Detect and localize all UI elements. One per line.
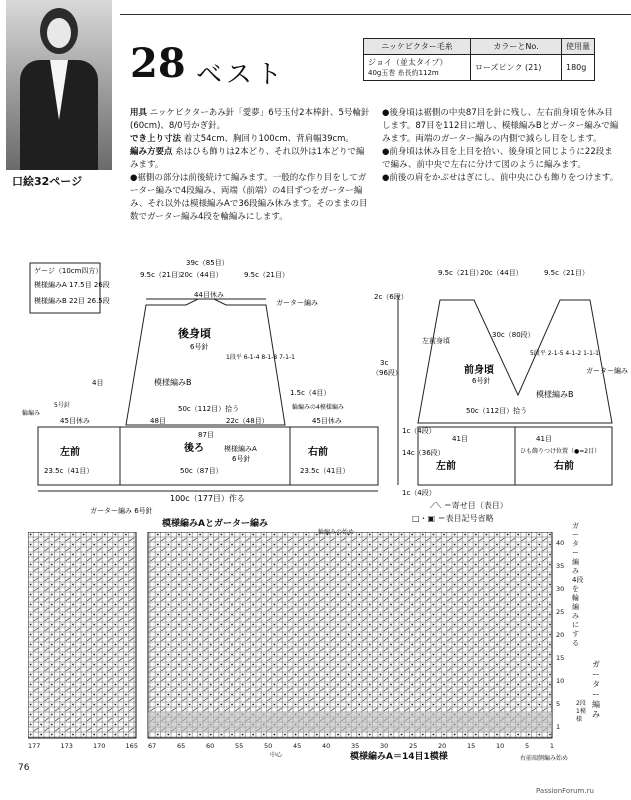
back-garter-label: ガーター編み (276, 299, 318, 307)
color-name: ローズピンク (475, 63, 523, 72)
front-neck-rows: 5段平 2-1-5 4-1-2 1-1-1 (530, 350, 599, 357)
chart-main-columns: 67 65 60 55 50 45 40 35 30 25 20 15 10 5 1 (148, 742, 554, 750)
yarn-table (363, 38, 595, 81)
back-stitch-87: 87目 (198, 431, 214, 439)
back-shoulder-left: 9.5c（21目） (140, 271, 185, 279)
row-num: 40 (556, 539, 565, 547)
chart-title: 模様編みAとガーター編み (162, 519, 268, 529)
tools-text: ニッケビクターあみ針「愛夢」6号玉付2本棒針、5号輪針(60cm)、8/0号かぎ針。 (130, 108, 370, 131)
front-h14: 14c（36段） (402, 449, 445, 457)
row-num: 1 (556, 723, 561, 731)
hem-left-width: 23.5c（41目） (44, 467, 94, 475)
front-neck: 20c（44目） (480, 269, 523, 277)
front-height-top: 2c（6段） (374, 293, 408, 301)
back-top-stitches: 44目休み (194, 291, 224, 299)
hem-back-label: 後ろ (184, 443, 204, 454)
legend-blank: □・▣ ＝表目記号省略 (412, 514, 494, 523)
size-label: でき上り寸法 (130, 134, 182, 144)
chart-row-numbers (556, 532, 564, 739)
chart-repeat-label: 模様編みA＝14目1模様 (350, 752, 448, 762)
color-cell (471, 55, 562, 81)
steps-block (382, 107, 620, 185)
back-top-width: 39c（85目） (186, 259, 229, 267)
chart-start-label: 右前端側編み始め (520, 755, 569, 762)
front-left-label: 左前身頃 (422, 337, 450, 345)
front-h1-top: 1c（4段） (402, 427, 436, 435)
hem-side-45-left: 45目休み (60, 417, 90, 425)
step-2: ●後身頃は裾側の中央87目を針に残し、左右前身頃を休み目します。87目を112目に増し、模様編みBとガーター編みで編みます。両端のガーター編みの内側で減らし目をします。 (382, 108, 619, 144)
row-num: 30 (556, 585, 565, 593)
hem-bottom-label: ガーター編み 6号針 (90, 507, 153, 515)
size-text: 着丈54cm、胸回り100cm、背肩幅39cm。 (183, 134, 354, 144)
front-dim-41-left: 41目 (452, 435, 468, 443)
front-cord: ひも飾りつけ位置（●=2目） (520, 448, 601, 455)
row-num: 20 (556, 631, 565, 639)
chart-garter-label: ガーター編み (592, 660, 600, 719)
yarn-cell (364, 55, 471, 81)
stitch-chart (28, 532, 558, 742)
step-3: ●前身頃は休み目を上目を拾い、後身頃と同じように22段まで編み、前中央で左右に分けて図のように編みます。 (382, 147, 613, 170)
back-left-dim: 48目 (150, 417, 166, 425)
back-shoulder-right: 9.5c（21目） (244, 271, 289, 279)
gauge-title: ゲージ（10cm四方） (34, 267, 103, 275)
back-inc-note: 1段平 6-1-4 8-1-8 7-1-1 (226, 354, 295, 361)
chart-garter-rows: 2段 1模様 (576, 700, 586, 723)
front-hem-right: 右前 (554, 461, 574, 472)
front-pattern-b: 模様編みB (536, 390, 574, 399)
construction-diagram (0, 255, 631, 515)
hem-side-45-right: 45目休み (312, 417, 342, 425)
step-1: ●裾側の部分は前後続けて編みます。一般的な作り目をしてガーター編みで4段編み、両端（前端）の4目ずつをガーター編み、それ以外は模様編みAで36段編み休みます。そのままの目数でガーター編み4段を輪編みにします。 (130, 173, 368, 222)
pattern-title: ベスト (196, 60, 287, 90)
top-rule (120, 14, 631, 15)
front-neck-depth: 30c（80段） (492, 331, 535, 339)
row-num: 35 (556, 562, 565, 570)
pattern-number: 28 (130, 40, 186, 87)
gauge-row-1: 模様編みA 17.5目 26段 (34, 281, 110, 289)
hem-needle: 6号針 (232, 455, 251, 463)
hem-wheel-pattern: 輪編みの4模様編み (292, 404, 344, 411)
points-label: 編み方要点 (130, 147, 173, 157)
legend-k2tog: ⟋⟍ ＝寄せ目（表目） (430, 501, 508, 510)
amount-header: 使用量 (562, 39, 595, 55)
gauge-row-2: 模様編みB 22目 26.5段 (34, 297, 110, 305)
chart-left-block (28, 532, 136, 738)
hem-center-width: 50c（87目） (180, 467, 223, 475)
front-shoulder-right: 9.5c（21目） (544, 269, 589, 277)
hem-total: 100c（177目）作る (170, 494, 245, 503)
legend-k2tog-icon: ⟋⟍ (430, 501, 442, 510)
yarn-spec: 40g玉巻 糸長約112m (368, 69, 439, 77)
hem-needle-5: 5号針 (54, 402, 70, 409)
row-num: 25 (556, 608, 565, 616)
front-hem-left: 左前 (436, 461, 456, 472)
front-name: 前身頃 (464, 365, 494, 376)
chart-center: 中心 (270, 752, 283, 759)
model-photo (6, 0, 112, 170)
points-text: 糸はひも飾りは2本どり、それ以外は1本どりで編みます。 (130, 147, 365, 170)
hem-pattern-a: 模様編みA (224, 445, 257, 453)
front-height-mid-rows: （96段） (372, 369, 402, 377)
tools-label: 用具 (130, 108, 148, 118)
chart-garter-band (148, 712, 552, 732)
row-num: 10 (556, 677, 565, 685)
back-edge: 1.5c（4目） (290, 389, 331, 397)
hem-right-width: 23.5c（41目） (300, 467, 350, 475)
front-mid-width: 50c（112目）拾う (466, 407, 528, 415)
front-garter-label: ガーター編み (586, 367, 628, 375)
row-num: 15 (556, 654, 565, 662)
front-body-outline (418, 300, 612, 423)
yarn-name: ジョイ（並太タイプ） (368, 58, 448, 67)
site-watermark: PassionForum.ru (536, 787, 594, 795)
back-mid-width: 50c（112目）拾う (178, 405, 240, 413)
yarn-header: ニッケビクター毛糸 (364, 39, 471, 55)
front-shoulder-left: 9.5c（21目） (438, 269, 483, 277)
color-no: (21) (525, 63, 542, 72)
back-right-dim: 22c（48目） (226, 417, 269, 425)
chart-left-columns: 177 173 170 165 (28, 742, 138, 750)
back-neck: 20c（44目） (180, 271, 223, 279)
page-number: 76 (18, 763, 30, 773)
back-name: 後身頃 (178, 327, 211, 340)
front-height-mid: 3c (380, 359, 389, 367)
back-pattern-b: 模様編みB (154, 378, 192, 387)
step-4: ●前後の肩をかぶせはぎにし、前中央にひも飾りをつけます。 (382, 173, 619, 183)
legend-blank-icon: □・▣ (412, 514, 436, 523)
chart-main-block (148, 532, 552, 738)
hem-right-label: 右前 (308, 447, 328, 458)
chart-garter-note: ガーター編み 4段を輪編みにする (572, 522, 584, 647)
front-needle: 6号針 (472, 377, 491, 385)
row-num: 5 (556, 700, 561, 708)
back-needle: 6号針 (190, 343, 209, 351)
photo-reference: 口絵32ページ (12, 175, 83, 188)
amount-cell: 180g (562, 55, 595, 81)
front-h1-bottom: 1c（4段） (402, 489, 436, 497)
materials-block (130, 107, 370, 224)
hem-left-label: 左前 (60, 447, 80, 458)
hem-wheel: 輪編み (22, 410, 41, 417)
color-header: カラーとNo. (471, 39, 562, 55)
back-rest: 4目 (92, 379, 104, 387)
front-dim-41-right: 41目 (536, 435, 552, 443)
